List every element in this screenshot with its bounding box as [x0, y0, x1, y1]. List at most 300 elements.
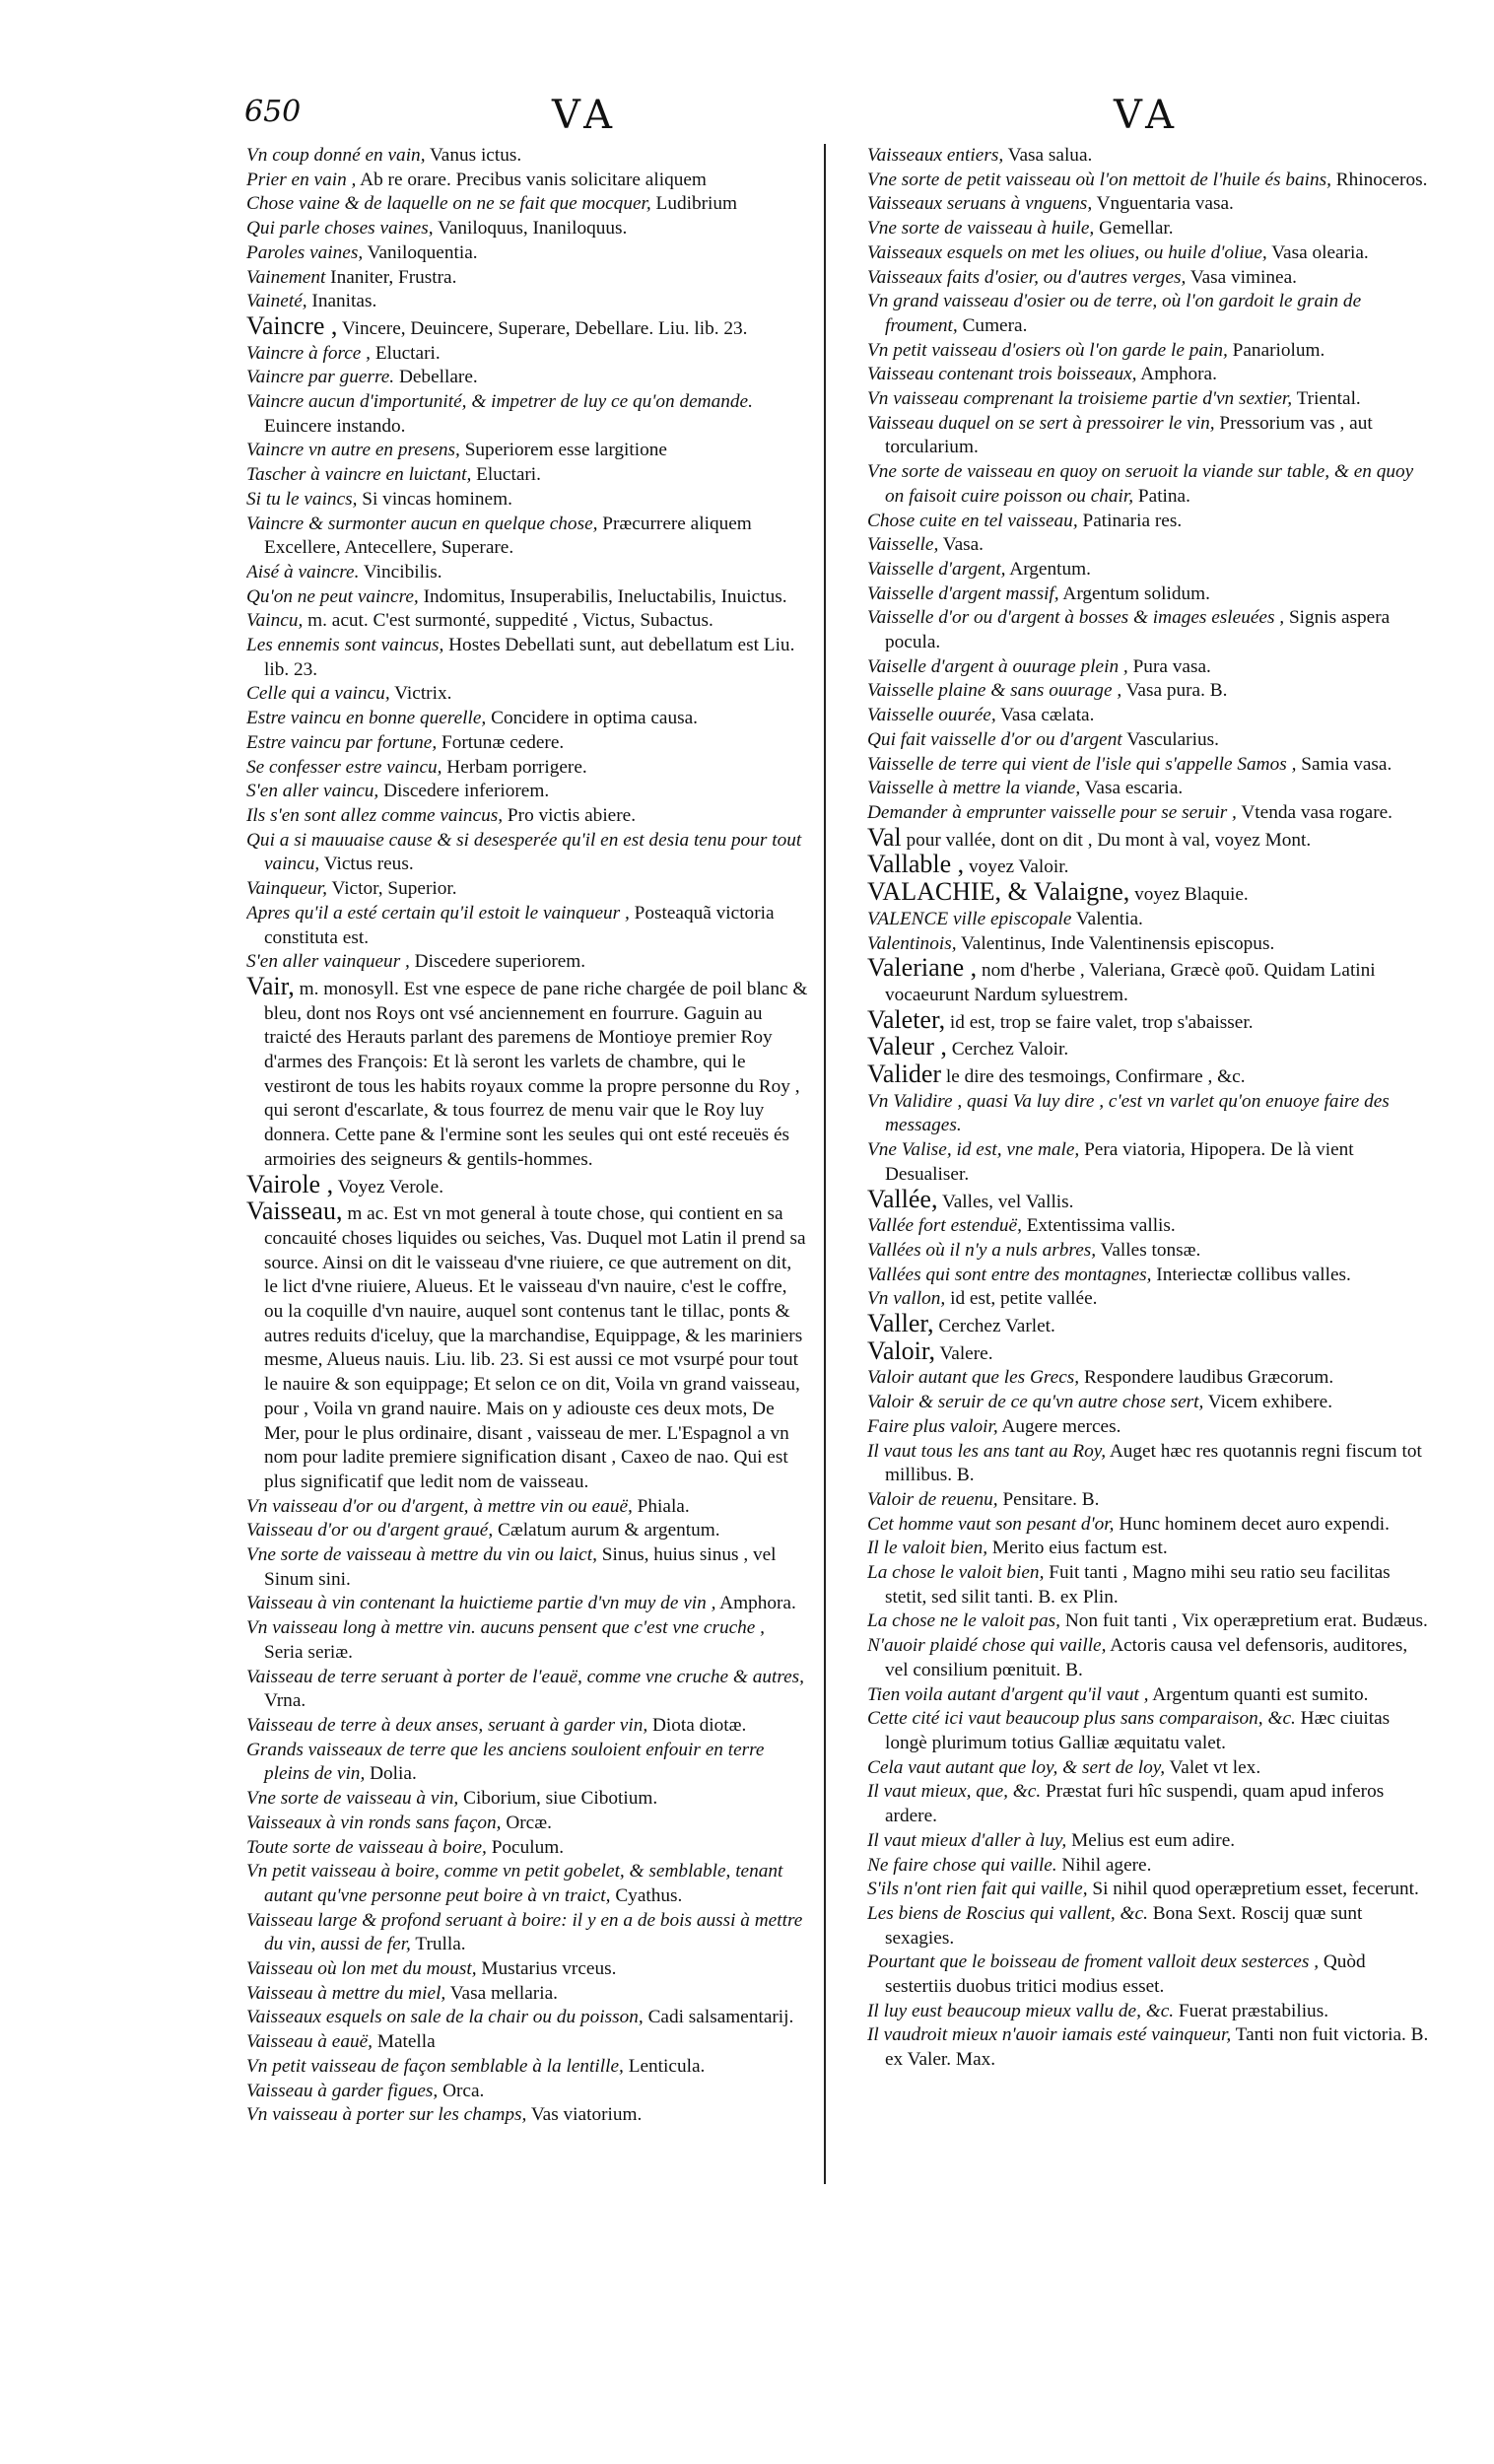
dictionary-entry — [246, 585, 808, 610]
latin-translation: Vincibilis. — [363, 561, 442, 582]
latin-translation: Matella — [376, 2031, 436, 2053]
latin-translation: Seria seriæ. — [264, 1641, 353, 1663]
dictionary-entry — [867, 1513, 1429, 1538]
latin-translation: Triental. — [1296, 388, 1361, 410]
dictionary-entry — [867, 1488, 1429, 1513]
french-phrase: S'ils n'ont rien fait qui vaille, — [867, 1879, 1088, 1900]
dictionary-entry — [867, 266, 1429, 291]
latin-translation: Sinus, huius sinus , vel Sinum sini. — [264, 1544, 777, 1590]
dictionary-entry — [246, 192, 808, 217]
dictionary-entry — [867, 1184, 1429, 1215]
french-phrase: Qu'on ne peut vaincre, — [246, 585, 419, 607]
latin-translation: Cælatum aurum & argentum. — [497, 1520, 720, 1541]
latin-translation: le dire des tesmoings, Confirmare , &c. — [945, 1066, 1246, 1088]
latin-translation: Vaniloquentia. — [367, 241, 478, 263]
dictionary-entry — [867, 1214, 1429, 1239]
dictionary-entry — [246, 144, 808, 169]
latin-translation: Vanus ictus. — [430, 145, 522, 166]
french-phrase: La chose ne le valoit pas, — [867, 1610, 1060, 1632]
dictionary-entry — [246, 342, 808, 367]
dictionary-entry — [246, 1739, 808, 1787]
french-phrase: Vne sorte de vaisseau à vin, — [246, 1788, 459, 1810]
french-phrase: Vaincre vn autre en presens, — [246, 440, 460, 461]
latin-translation: Cerchez Valoir. — [951, 1039, 1069, 1061]
dictionary-entry — [246, 217, 808, 241]
dictionary-entry — [867, 728, 1429, 753]
dictionary-entry — [867, 1239, 1429, 1264]
dictionary-entry — [246, 731, 808, 756]
latin-translation: Cyathus. — [615, 1884, 683, 1906]
dictionary-entry — [246, 1909, 808, 1957]
latin-translation: Poculum. — [491, 1836, 565, 1858]
latin-translation: Valentinus, Inde Valentinensis episcopus. — [961, 932, 1275, 954]
latin-translation: Valet vt lex. — [1169, 1756, 1261, 1778]
latin-translation: Pensitare. B. — [1002, 1488, 1100, 1510]
headword: Val — [867, 822, 902, 852]
dictionary-entry — [246, 1199, 808, 1494]
dictionary-entry — [246, 1836, 808, 1861]
column-right — [867, 144, 1429, 2440]
french-phrase: Vaisseau d'or ou d'argent graué, — [246, 1520, 494, 1541]
latin-translation: Voyez Verole. — [337, 1176, 444, 1198]
headword: Vaisseau, — [246, 1197, 343, 1226]
french-phrase: Vaisseau large & profond seruant à boire: il y en a de bois aussi à mettre du vin, aussi de fer, — [246, 1909, 803, 1955]
dictionary-entry — [246, 1812, 808, 1836]
dictionary-entry — [246, 1592, 808, 1616]
latin-translation: Vasa mellaria. — [449, 1982, 558, 2004]
headword: Valoir, — [867, 1335, 935, 1365]
dictionary-entry — [867, 412, 1429, 460]
latin-translation: Tanti non fuit victoria. B. ex Valer. Max. — [885, 2024, 1429, 2071]
latin-translation: Vasa pura. B. — [1125, 680, 1228, 702]
latin-translation: Discedere inferiorem. — [383, 781, 550, 802]
french-phrase: Toute sorte de vaisseau à boire, — [246, 1836, 487, 1858]
latin-translation: id est, trop se faire valet, trop s'abaisser. — [949, 1011, 1254, 1033]
dictionary-entry — [246, 1169, 808, 1200]
french-phrase: Vne sorte de vaisseau à huile, — [867, 218, 1095, 240]
latin-translation: Pressorium vas , aut torcularium. — [885, 412, 1373, 458]
french-phrase: Estre vaincu par fortune, — [246, 731, 438, 753]
latin-translation: Præstat furi hîc suspendi, quam apud inferos ardere. — [885, 1781, 1385, 1827]
latin-translation: Inanitas. — [311, 291, 377, 312]
dictionary-entry — [246, 1787, 808, 1812]
french-phrase: Demander à emprunter vaisselle pour se seruir , — [867, 801, 1237, 823]
french-phrase: Vaisselle, — [867, 534, 939, 556]
dictionary-entry — [246, 266, 808, 291]
latin-translation: Pera viatoria, Hipopera. De là vient Desualiser. — [885, 1139, 1354, 1185]
french-phrase: Vaineté, — [246, 291, 307, 312]
french-phrase: Vaisseaux seruans à vnguens, — [867, 193, 1093, 215]
dictionary-entry — [246, 463, 808, 488]
latin-translation: voyez Valoir. — [969, 856, 1069, 878]
french-phrase: Il vaut mieux d'aller à luy, — [867, 1829, 1067, 1851]
french-phrase: Il le valoit bien, — [867, 1538, 988, 1559]
french-phrase: Ils s'en sont allez comme vaincus, — [246, 804, 504, 826]
dictionary-entry — [246, 169, 808, 193]
dictionary-entry — [867, 801, 1429, 826]
french-phrase: Vaisseau où lon met du moust, — [246, 1958, 477, 1980]
french-phrase: Vaisseaux faits d'osier, ou d'autres verges, — [867, 266, 1187, 288]
latin-translation: Interiectæ collibus valles. — [1156, 1264, 1351, 1285]
french-phrase: Vn vaisseau comprenant la troisieme partie d'vn sextier, — [867, 388, 1293, 410]
french-phrase: Qui fait vaisselle d'or ou d'argent — [867, 728, 1122, 750]
latin-translation: Vincere, Deuincere, Superare, Debellare. Liu. lib. 23. — [341, 317, 748, 339]
dictionary-entry — [867, 1335, 1429, 1367]
dictionary-entry — [867, 510, 1429, 534]
headword: VALACHIE, & Valaigne, — [867, 877, 1130, 907]
dictionary-entry — [246, 2103, 808, 2128]
latin-translation: Vasa escaria. — [1084, 778, 1184, 799]
latin-translation: Amphora. — [719, 1593, 796, 1614]
dictionary-entry — [867, 1829, 1429, 1854]
latin-translation: Hostes Debellati sunt, aut debellatum est Liu. lib. 23. — [264, 635, 795, 680]
french-phrase: Les ennemis sont vaincus, — [246, 635, 444, 656]
running-head-right: VA — [1114, 93, 1181, 138]
french-phrase: Vaisseaux à vin ronds sans façon, — [246, 1812, 502, 1833]
french-phrase: Vaisseau à vin contenant la huictieme partie d'vn muy de vin , — [246, 1593, 716, 1614]
dictionary-entry — [246, 2055, 808, 2080]
latin-translation: Argentum quanti est sumito. — [1152, 1683, 1369, 1705]
latin-translation: Non fuit tanti , Vix operæpretium erat. Budæus. — [1064, 1610, 1428, 1632]
dictionary-entry — [867, 1264, 1429, 1288]
french-phrase: Vaincu, — [246, 610, 304, 632]
french-phrase: Ne faire chose qui vaille. — [867, 1854, 1057, 1876]
headword: Valeriane , — [867, 953, 978, 983]
french-phrase: Tascher à vaincre en luictant, — [246, 464, 472, 486]
dictionary-entry — [867, 582, 1429, 607]
latin-translation: Vrna. — [264, 1690, 306, 1712]
french-phrase: Chose vaine & de laquelle on ne se fait que mocquer, — [246, 193, 651, 215]
latin-translation: Pro victis abiere. — [507, 804, 637, 826]
latin-translation: Hæc ciuitas longè plurimum totius Galliæ æquitatu valet. — [885, 1708, 1391, 1753]
latin-translation: Vasa salua. — [1007, 145, 1093, 166]
dictionary-entry — [246, 1519, 808, 1543]
latin-translation: Euincere instando. — [264, 415, 406, 437]
french-phrase: Vne sorte de vaisseau en quoy on seruoit la viande sur table, & en quoy on faisoit cuire poisson ou chair, — [867, 461, 1414, 507]
headword: Vallable , — [867, 850, 965, 879]
french-phrase: Les biens de Roscius qui vallent, &c. — [867, 1902, 1148, 1924]
french-phrase: Aisé à vaincre. — [246, 561, 360, 582]
dictionary-entry — [867, 1391, 1429, 1415]
latin-translation: Vasa cælata. — [1000, 705, 1095, 726]
dictionary-entry — [867, 1415, 1429, 1440]
headword: Vaincre , — [246, 310, 338, 340]
french-phrase: Cela vaut autant que loy, & sert de loy, — [867, 1756, 1166, 1778]
latin-translation: Posteaquã victoria constituta est. — [264, 902, 775, 948]
latin-translation: Si nihil quod operæpretium esset, fecerunt. — [1092, 1879, 1419, 1900]
french-phrase: Vaisseau à garder figues, — [246, 2080, 439, 2101]
french-phrase: Qui a si mauuaise cause & si desesperée qu'il en est desia tenu pour tout vaincu, — [246, 829, 802, 875]
latin-translation: Bona Sext. Roscij quæ sunt sexagies. — [885, 1902, 1363, 1949]
dictionary-entry — [246, 2080, 808, 2104]
french-phrase: Vn coup donné en vain, — [246, 145, 426, 166]
dictionary-entry — [246, 1495, 808, 1520]
french-phrase: Vn petit vaisseau de façon semblable à la lentille, — [246, 2055, 624, 2077]
french-phrase: Vallées où il n'y a nuls arbres, — [867, 1239, 1097, 1261]
dictionary-entry — [867, 704, 1429, 728]
dictionary-entry — [246, 366, 808, 390]
french-phrase: Estre vaincu en bonne querelle, — [246, 708, 487, 729]
french-phrase: Paroles vaines, — [246, 241, 364, 263]
headword: Valler, — [867, 1309, 934, 1338]
dictionary-entry — [867, 192, 1429, 217]
french-phrase: Vn vaisseau d'or ou d'argent, à mettre vin ou eauë, — [246, 1495, 633, 1517]
french-phrase: Vaisseau duquel on se sert à pressoirer le vin, — [867, 412, 1215, 434]
dictionary-entry — [867, 460, 1429, 509]
dictionary-entry — [867, 387, 1429, 412]
dictionary-entry — [246, 1666, 808, 1714]
french-phrase: Il vaut mieux, que, &c. — [867, 1781, 1042, 1803]
latin-translation: m ac. Est vn mot general à toute chose, qui contient en sa concauité choses liquides ou seiches, Vas. Duquel mot Latin il prend sa source. Ainsi on dit le vaisseau d'vne riuiere, ce que autrement on dit, le lict d'vne riuiere, Alueus. Et le vaisseau d'vn nauire, c'est le coffre, ou la coquille d'vn nauire, auquel sont contenus tant le tillac, ponts & autres reduits d'iceluy, que la marchandise, Equippage, & les mariniers mesme, Alueus nauis. Liu. lib. 23. Si est aussi ce mot vsurpé pour tout le nauire & son equippage; Et selon ce on dit, Voila vn grand vaisseau, pour , Voila vn grand nauire. Mais on y adiouste ces deux mots, De Mer, pour le plus ordinaire, disant , vaisseau de mer. L'Espagnol a vn nom pour ladite premiere signification disant , Caxeo de nao. Qui est plus significatif que ledit nom de vaisseau. — [264, 1203, 806, 1492]
french-phrase: S'en aller vainqueur , — [246, 951, 410, 973]
latin-translation: Patinaria res. — [1082, 510, 1183, 531]
headword: Vair, — [246, 971, 295, 1000]
latin-translation: Valentia. — [1075, 908, 1143, 929]
latin-translation: Mustarius vrceus. — [481, 1958, 617, 1980]
dictionary-entry — [867, 1537, 1429, 1561]
dictionary-entry — [246, 829, 808, 877]
latin-translation: Vasa. — [942, 534, 985, 556]
french-phrase: S'en aller vaincu, — [246, 781, 379, 802]
dictionary-entry — [867, 1309, 1429, 1339]
dictionary-entry — [246, 310, 808, 342]
dictionary-entry — [246, 877, 808, 902]
dictionary-entry — [867, 1878, 1429, 1902]
latin-translation: Vasa olearia. — [1271, 241, 1369, 263]
dictionary-entry — [867, 1707, 1429, 1755]
french-phrase: Vaincre aucun d'importunité, & impetrer de luy ce qu'on demande. — [246, 391, 753, 413]
dictionary-entry — [867, 1440, 1429, 1488]
dictionary-entry — [867, 1780, 1429, 1828]
column-left — [246, 144, 808, 2440]
dictionary-entry — [246, 971, 808, 1173]
dictionary-entry — [867, 558, 1429, 582]
latin-translation: Argentum solidum. — [1062, 582, 1210, 604]
dictionary-entry — [867, 2023, 1429, 2072]
latin-translation: Concidere in optima causa. — [491, 708, 698, 729]
latin-translation: pour vallée, dont on dit , Du mont à val, voyez Mont. — [906, 829, 1312, 851]
dictionary-entry — [867, 1366, 1429, 1391]
headword: Vairole , — [246, 1169, 334, 1198]
latin-translation: Eluctari. — [374, 342, 441, 364]
dictionary-entry — [867, 822, 1429, 854]
french-phrase: Vaincre par guerre. — [246, 367, 395, 388]
french-phrase: Chose cuite en tel vaisseau, — [867, 510, 1078, 531]
latin-translation: Nihil agere. — [1061, 1854, 1152, 1876]
dictionary-entry — [867, 1609, 1429, 1634]
dictionary-entry — [867, 655, 1429, 680]
latin-translation: Patina. — [1137, 485, 1190, 507]
dictionary-entry — [246, 2006, 808, 2030]
latin-translation: Dolia. — [370, 1763, 417, 1785]
french-phrase: Vaisseaux esquels on met les oliues, ou huile d'oliue, — [867, 241, 1267, 263]
latin-translation: Lenticula. — [628, 2055, 706, 2077]
latin-translation: Victrix. — [394, 683, 452, 705]
latin-translation: Rhinoceros. — [1335, 169, 1428, 190]
dictionary-entry — [246, 780, 808, 804]
headword: Valeur , — [867, 1032, 947, 1061]
latin-translation: Cadi salsamentarij. — [647, 2007, 794, 2028]
latin-translation: Signis aspera pocula. — [885, 607, 1391, 653]
page-number: 650 — [244, 95, 302, 129]
latin-translation: Si vincas hominem. — [362, 488, 512, 510]
dictionary-entry — [867, 1004, 1429, 1036]
dictionary-entry — [246, 1543, 808, 1592]
latin-translation: Debellare. — [398, 367, 478, 388]
dictionary-entry — [867, 606, 1429, 654]
latin-translation: Victor, Superior. — [331, 878, 457, 900]
french-phrase: Pourtant que le boisseau de froment valloit deux sesterces , — [867, 1951, 1320, 1973]
french-phrase: Vaisseau contenant trois boisseaux, — [867, 364, 1137, 385]
latin-translation: Discedere superiorem. — [414, 951, 586, 973]
latin-translation: Valles, vel Vallis. — [941, 1191, 1074, 1212]
dictionary-entry — [867, 953, 1429, 1007]
dictionary-entry — [867, 877, 1429, 908]
dictionary-entry — [867, 290, 1429, 338]
french-phrase: Vn vallon, — [867, 1288, 946, 1310]
french-phrase: Vaisseau de terre à deux anses, seruant à garder vin, — [246, 1715, 648, 1736]
french-phrase: Cet homme vaut son pesant d'or, — [867, 1513, 1115, 1535]
french-phrase: Grands vaisseaux de terre que les anciens souloient enfouir en terre pleins de vin, — [246, 1739, 765, 1785]
dictionary-entry — [867, 1854, 1429, 1879]
latin-translation: Cerchez Varlet. — [938, 1316, 1055, 1337]
french-phrase: Vaisseaux entiers, — [867, 145, 1004, 166]
french-phrase: Prier en vain , — [246, 169, 357, 190]
french-phrase: La chose le valoit bien, — [867, 1562, 1045, 1584]
latin-translation: Vaniloquus, Inaniloquus. — [438, 218, 628, 240]
french-phrase: Vaisselle d'or ou d'argent à bosses & images esleuées , — [867, 607, 1285, 629]
dictionary-entry — [246, 682, 808, 707]
latin-translation: nom d'herbe , Valeriana, Græcè φοῦ. Quidam Latini vocaeurunt Nardum syluestrem. — [885, 960, 1376, 1005]
french-phrase: Se confesser estre vaincu, — [246, 756, 442, 778]
french-phrase: Valoir & seruir de ce qu'vn autre chose sert, — [867, 1392, 1204, 1413]
latin-translation: Merito eius factum est. — [991, 1538, 1168, 1559]
headword: Vallée, — [867, 1184, 938, 1213]
latin-translation: Respondere laudibus Græcorum. — [1083, 1367, 1334, 1389]
dictionary-entry — [246, 804, 808, 829]
french-phrase: Vainqueur, — [246, 878, 327, 900]
latin-translation: Auget hæc res quotannis regni fiscum tot millibus. B. — [885, 1440, 1422, 1486]
latin-translation: Superiorem esse largitione — [464, 440, 667, 461]
dictionary-entry — [867, 2000, 1429, 2024]
latin-translation: Vas viatorium. — [530, 2104, 643, 2126]
dictionary-entry — [867, 169, 1429, 193]
latin-translation: Quòd sestertiis duobus tritici modius esset. — [885, 1951, 1366, 1998]
french-phrase: Faire plus valoir, — [867, 1415, 998, 1437]
dictionary-entry — [246, 390, 808, 439]
dictionary-entry — [867, 1062, 1429, 1090]
french-phrase: Vaisselle à mettre la viande, — [867, 778, 1081, 799]
french-phrase: Vn vaisseau long à mettre vin. aucuns pensent que c'est vne cruche , — [246, 1617, 765, 1639]
french-phrase: Celle qui a vaincu, — [246, 683, 390, 705]
french-phrase: Si tu le vaincs, — [246, 488, 358, 510]
french-phrase: Il vaut tous les ans tant au Roy, — [867, 1440, 1107, 1462]
dictionary-entry — [246, 902, 808, 950]
french-phrase: Vn petit vaisseau à boire, comme vn petit gobelet, & semblable, tenant autant qu'vne personne peut boire à vn traict, — [246, 1861, 783, 1906]
latin-translation: Fuit tanti , Magno mihi seu ratio seu facilitas stetit, sed silit tanti. B. ex Plin. — [885, 1562, 1391, 1608]
latin-translation: Orcæ. — [506, 1812, 552, 1833]
latin-translation: Valere. — [939, 1342, 993, 1364]
dictionary-entry — [246, 756, 808, 781]
french-phrase: Vaisselle plaine & sans ouurage , — [867, 680, 1122, 702]
latin-translation: Indomitus, Insuperabilis, Ineluctabilis, Inuictus. — [423, 585, 787, 607]
dictionary-entry — [246, 513, 808, 561]
latin-translation: Melius est eum adire. — [1071, 1829, 1236, 1851]
french-phrase: Vaincre à force , — [246, 342, 372, 364]
dictionary-entry — [867, 1951, 1429, 1999]
dictionary-entry — [246, 950, 808, 975]
french-phrase: Vaisseau à eauë, — [246, 2031, 373, 2053]
french-phrase: Vn Validire , quasi Va luy dire , c'est vn varlet qu'on enuoye faire des messages. — [867, 1090, 1390, 1136]
dictionary-entry — [867, 1032, 1429, 1062]
french-phrase: Tien voila autant d'argent qu'il vaut , — [867, 1683, 1149, 1705]
french-phrase: Vaisseau de terre seruant à porter de l'eauë, comme vne cruche & autres, — [246, 1666, 804, 1687]
french-phrase: Apres qu'il a esté certain qu'il estoit le vainqueur , — [246, 902, 630, 924]
latin-translation: Panariolum. — [1232, 339, 1325, 361]
dictionary-entry — [246, 2030, 808, 2055]
french-phrase: Vallée fort estenduë, — [867, 1215, 1022, 1237]
french-phrase: Vaisselle de terre qui vient de l'isle qui s'appelle Samos , — [867, 753, 1297, 775]
latin-translation: m. monosyll. Est vne espece de pane riche chargée de poil blanc & bleu, dont nos Roys ont vsé anciennement en fourrure. Gaguin au traicté des Herauts parlant des paremens de Montioye premier Roy d'armes des François: Et là seront les varlets de chambre, qui le vestiront de tous les habits royaux comme la propre personne du Roy , qui seront d'escarlate, & tous fourrez de menu vair que le Roy luy donnera. Cette pane & l'ermine sont les seules qui ont esté receuës és armoiries des seigneurs & gentils-hommes. — [264, 978, 808, 1170]
latin-translation: m. acut. C'est surmonté, suppedité , Victus, Subactus. — [307, 610, 713, 632]
dictionary-entry — [867, 1561, 1429, 1609]
latin-translation: Diota diotæ. — [652, 1715, 747, 1736]
latin-translation: Augere merces. — [1001, 1415, 1121, 1437]
dictionary-entry — [867, 850, 1429, 880]
latin-translation: Eluctari. — [476, 464, 541, 486]
french-phrase: VALENCE ville episcopale — [867, 908, 1072, 929]
french-phrase: Vainement — [246, 266, 326, 288]
dictionary-entry — [246, 488, 808, 513]
latin-translation: Fortunæ cedere. — [441, 731, 565, 753]
dictionary-entry — [867, 217, 1429, 241]
dictionary-entry — [867, 533, 1429, 558]
dictionary-entry — [246, 1616, 808, 1665]
dictionary-entry — [867, 1756, 1429, 1781]
latin-translation: Samia vasa. — [1301, 753, 1392, 775]
dictionary-entry — [867, 1090, 1429, 1138]
dictionary-entry — [246, 1860, 808, 1908]
french-phrase: Vaisselle d'argent massif, — [867, 582, 1059, 604]
dictionary-entry — [867, 363, 1429, 387]
latin-translation: Fuerat præstabilius. — [1178, 2000, 1329, 2021]
latin-translation: Amphora. — [1140, 364, 1217, 385]
french-phrase: Vaincre & surmonter aucun en quelque chose, — [246, 513, 598, 534]
latin-translation: Cumera. — [962, 314, 1028, 336]
latin-translation: Ludibrium — [655, 193, 738, 215]
latin-translation: Gemellar. — [1099, 218, 1174, 240]
french-phrase: N'auoir plaidé chose qui vaille, — [867, 1635, 1107, 1657]
french-phrase: Il luy eust beaucoup mieux vallu de, &c. — [867, 2000, 1175, 2021]
french-phrase: Vaisseaux esquels on sale de la chair ou du poisson, — [246, 2007, 644, 2028]
latin-translation: Actoris causa vel defensoris, auditores, vel consilium pœnituit. B. — [885, 1635, 1408, 1680]
french-phrase: Vne Valise, id est, vne male, — [867, 1139, 1080, 1161]
latin-translation: Ab re orare. Precibus vanis solicitare aliquem — [360, 169, 707, 190]
latin-translation: Vasa viminea. — [1189, 266, 1297, 288]
french-phrase: Qui parle choses vaines, — [246, 218, 434, 240]
french-phrase: Vne sorte de petit vaisseau où l'on mettoit de l'huile és bains, — [867, 169, 1331, 190]
latin-translation: voyez Blaquie. — [1134, 884, 1249, 906]
latin-translation: Extentissima vallis. — [1026, 1215, 1176, 1237]
dictionary-entry — [246, 1957, 808, 1982]
french-phrase: Vallées qui sont entre des montagnes, — [867, 1264, 1152, 1285]
latin-translation: Argentum. — [1009, 558, 1091, 580]
french-phrase: Valoir de reuenu, — [867, 1488, 998, 1510]
dictionary-entry — [246, 707, 808, 731]
french-phrase: Vaisselle d'argent, — [867, 558, 1006, 580]
dictionary-entry — [246, 241, 808, 266]
column-divider — [824, 144, 826, 2184]
